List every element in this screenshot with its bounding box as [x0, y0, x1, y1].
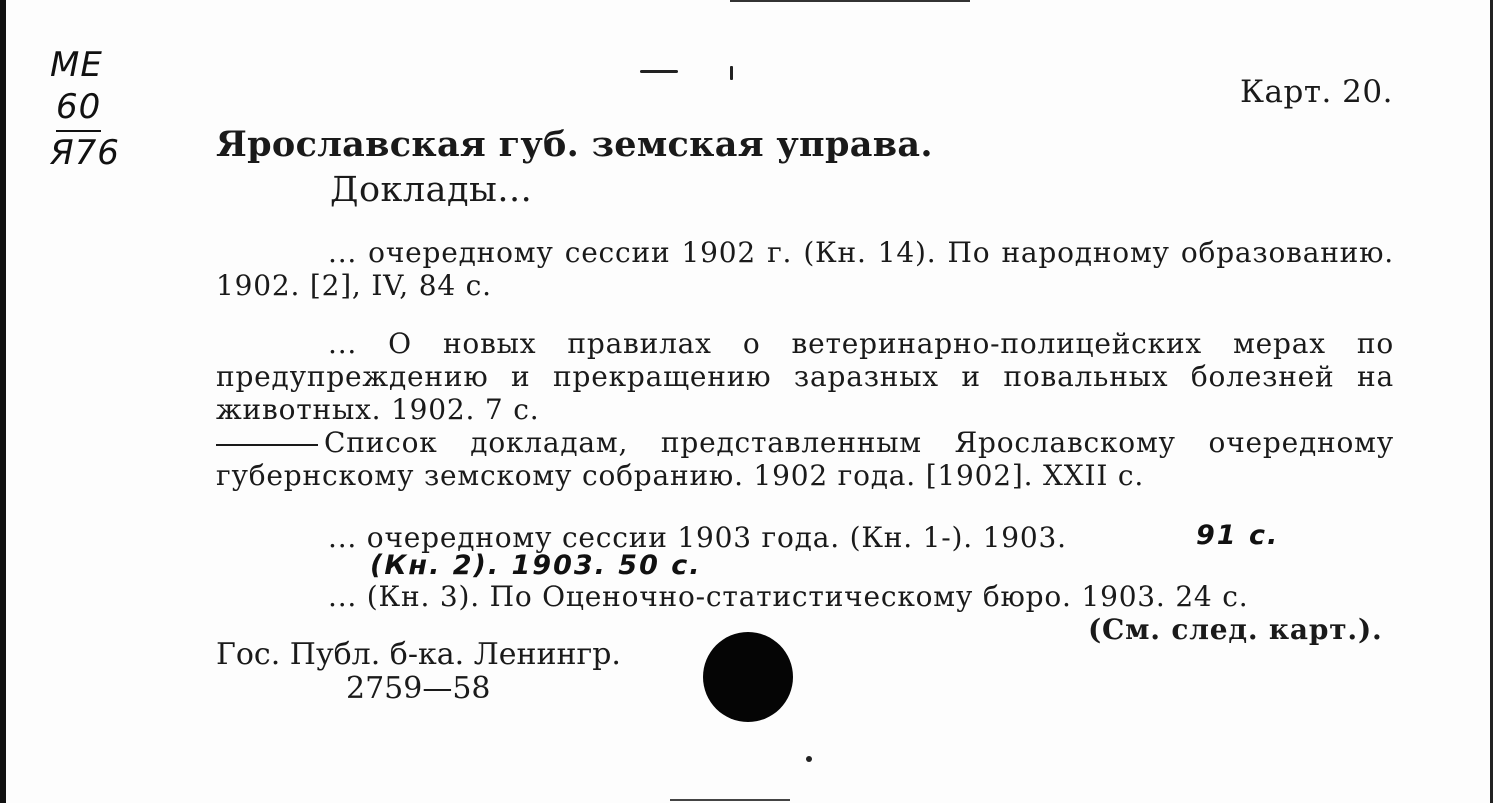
library-info — [216, 638, 621, 706]
entry-1 — [216, 236, 1394, 302]
entry-4: ... очередному сессии 1903 года. (Кн. 1-). 1903. — [328, 521, 1067, 554]
shelfmark-line-3: Я76 — [50, 133, 120, 173]
entry-3-text: Список докладам, представленным Ярославскому очередному губернскому земскому собранию. 1902 года. [1902]. XXII с. — [216, 426, 1394, 492]
ink-blot — [703, 632, 793, 722]
ink-speck — [640, 70, 678, 73]
repeat-dash — [216, 444, 318, 446]
entry-2 — [216, 327, 1394, 426]
entry-2-text: ... О новых правилах о ветеринарно-полицейских мерах по предупреждению и прекращению заразных и повальных болезней на животных. 1902. 7 с. — [216, 327, 1394, 426]
card-left-edge — [0, 0, 6, 803]
bottom-rule — [670, 799, 790, 801]
see-next-card: (См. след. карт.). — [1088, 613, 1383, 646]
library-name: Гос. Публ. б-ка. Ленингр. — [216, 637, 621, 672]
card-number: Карт. 20. — [1240, 74, 1393, 110]
entry-1-text: ... очередному сессии 1902 г. (Кн. 14). По народному образованию. 1902. [2], IV, 84 с. — [216, 236, 1394, 302]
shelfmark — [50, 44, 120, 174]
shelfmark-line-1: ME — [50, 45, 103, 85]
subheading: Доклады... — [330, 170, 533, 210]
entry-3 — [216, 426, 1394, 492]
entry-5: ... (Кн. 3). По Оценочно-статистическому бюро. 1903. 24 с. — [328, 580, 1249, 613]
ink-speck — [806, 756, 812, 762]
library-code: 2759—58 — [346, 671, 491, 706]
top-rule — [730, 0, 970, 2]
handwritten-note-2: (Кн. 2). 1903. 50 с. — [370, 550, 702, 581]
ink-speck — [730, 66, 733, 80]
shelfmark-line-2: 60 — [56, 86, 101, 132]
heading: Ярославская губ. земская управа. — [216, 124, 933, 165]
handwritten-note-1: 91 с. — [1196, 520, 1280, 551]
